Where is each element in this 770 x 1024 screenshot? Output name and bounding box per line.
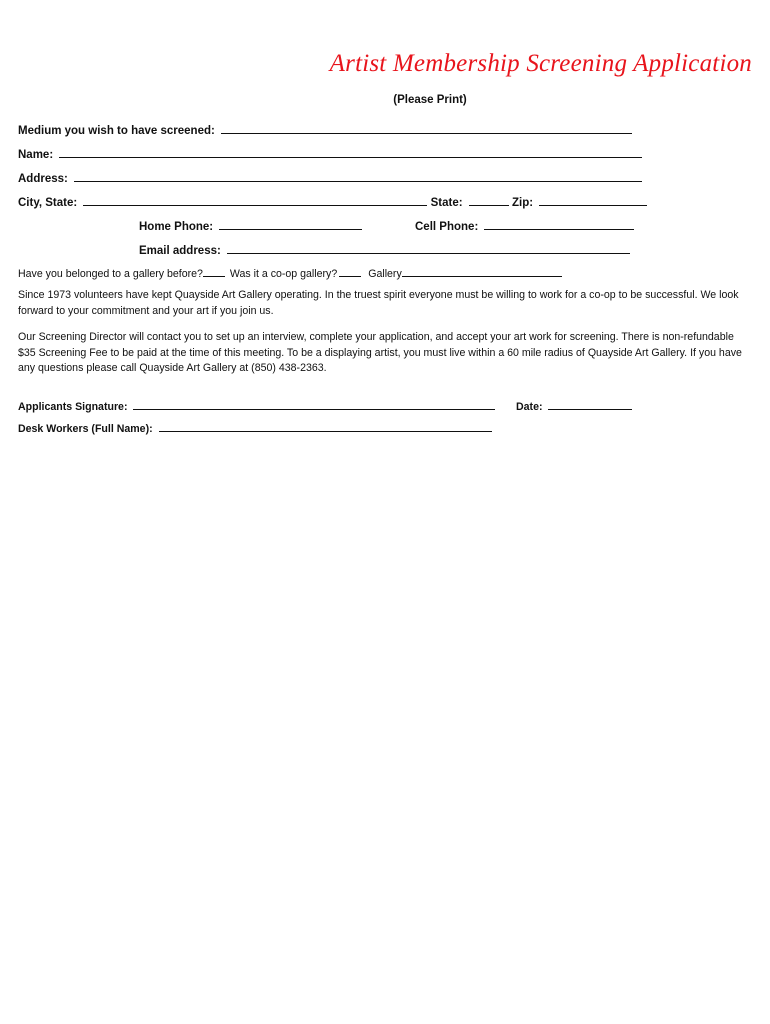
email-label: Email address — [139, 245, 217, 257]
desk-workers-row: Desk Workers (Full Name): — [18, 421, 492, 435]
address-field[interactable] — [74, 171, 642, 182]
gallery-field[interactable] — [402, 266, 562, 277]
date-label: Date — [516, 401, 539, 413]
home-phone-field[interactable] — [219, 219, 362, 230]
name-row: Name: — [18, 147, 642, 161]
name-label: Name — [18, 149, 50, 161]
date-row: Date: — [516, 399, 632, 413]
cell-phone-field[interactable] — [484, 219, 634, 230]
screening-paragraph: Our Screening Director will contact you to set up an interview, complete your application, and accept your art work for screening. There is non-refundable $35 Screening Fee to be paid at the time of this meeting. To be a displaying artist, you must live within a 60 mile radius of Quayside Art Gallery. If you have any questions please call Quayside Art Gallery at (850) 438-2363. — [18, 331, 742, 374]
state-field[interactable] — [469, 195, 509, 206]
city-state-field[interactable] — [83, 195, 427, 206]
address-row: Address: — [18, 171, 642, 185]
signature-row: Applicants Signature: — [18, 399, 495, 413]
gallery-question: Gallery — [368, 268, 402, 280]
email-field[interactable] — [227, 243, 630, 254]
home-phone-row: Home Phone: — [139, 219, 362, 233]
medium-field[interactable] — [221, 123, 632, 134]
city-state-row: City, State: State: Zip: — [18, 195, 647, 209]
address-label: Address — [18, 173, 65, 185]
form-title: Artist Membership Screening Application — [329, 50, 752, 77]
city-state-label: City, State — [18, 197, 74, 209]
desk-workers-field[interactable] — [159, 421, 492, 432]
date-field[interactable] — [548, 399, 632, 410]
signature-label: Applicants Signature — [18, 401, 124, 413]
desk-workers-label: Desk Workers (Full Name) — [18, 423, 150, 435]
state-label: State — [430, 197, 459, 209]
coop-question: Was it a co-op gallery? — [229, 268, 338, 280]
belonged-question: Have you belonged to a gallery before? — [18, 268, 203, 280]
gallery-questions-row — [18, 266, 562, 280]
home-phone-label: Home Phone — [139, 221, 210, 233]
medium-row: Medium you wish to have screened: — [18, 123, 632, 137]
form-subtitle: (Please Print) — [393, 94, 467, 106]
volunteer-paragraph: Since 1973 volunteers have kept Quayside Art Gallery operating. In the truest spirit everyone must be willing to work for a co-op to be successful. We look forward to your commitment and your art if you join us. — [18, 289, 739, 317]
signature-field[interactable] — [133, 399, 495, 410]
zip-label: Zip — [512, 197, 530, 209]
cell-phone-row: Cell Phone: — [415, 219, 634, 233]
email-row: Email address: — [139, 243, 630, 257]
zip-field[interactable] — [539, 195, 647, 206]
name-field[interactable] — [59, 147, 642, 158]
belonged-field[interactable] — [203, 266, 225, 277]
medium-label: Medium you wish to have screened — [18, 125, 211, 137]
cell-phone-label: Cell Phone — [415, 221, 475, 233]
coop-field[interactable] — [339, 266, 361, 277]
